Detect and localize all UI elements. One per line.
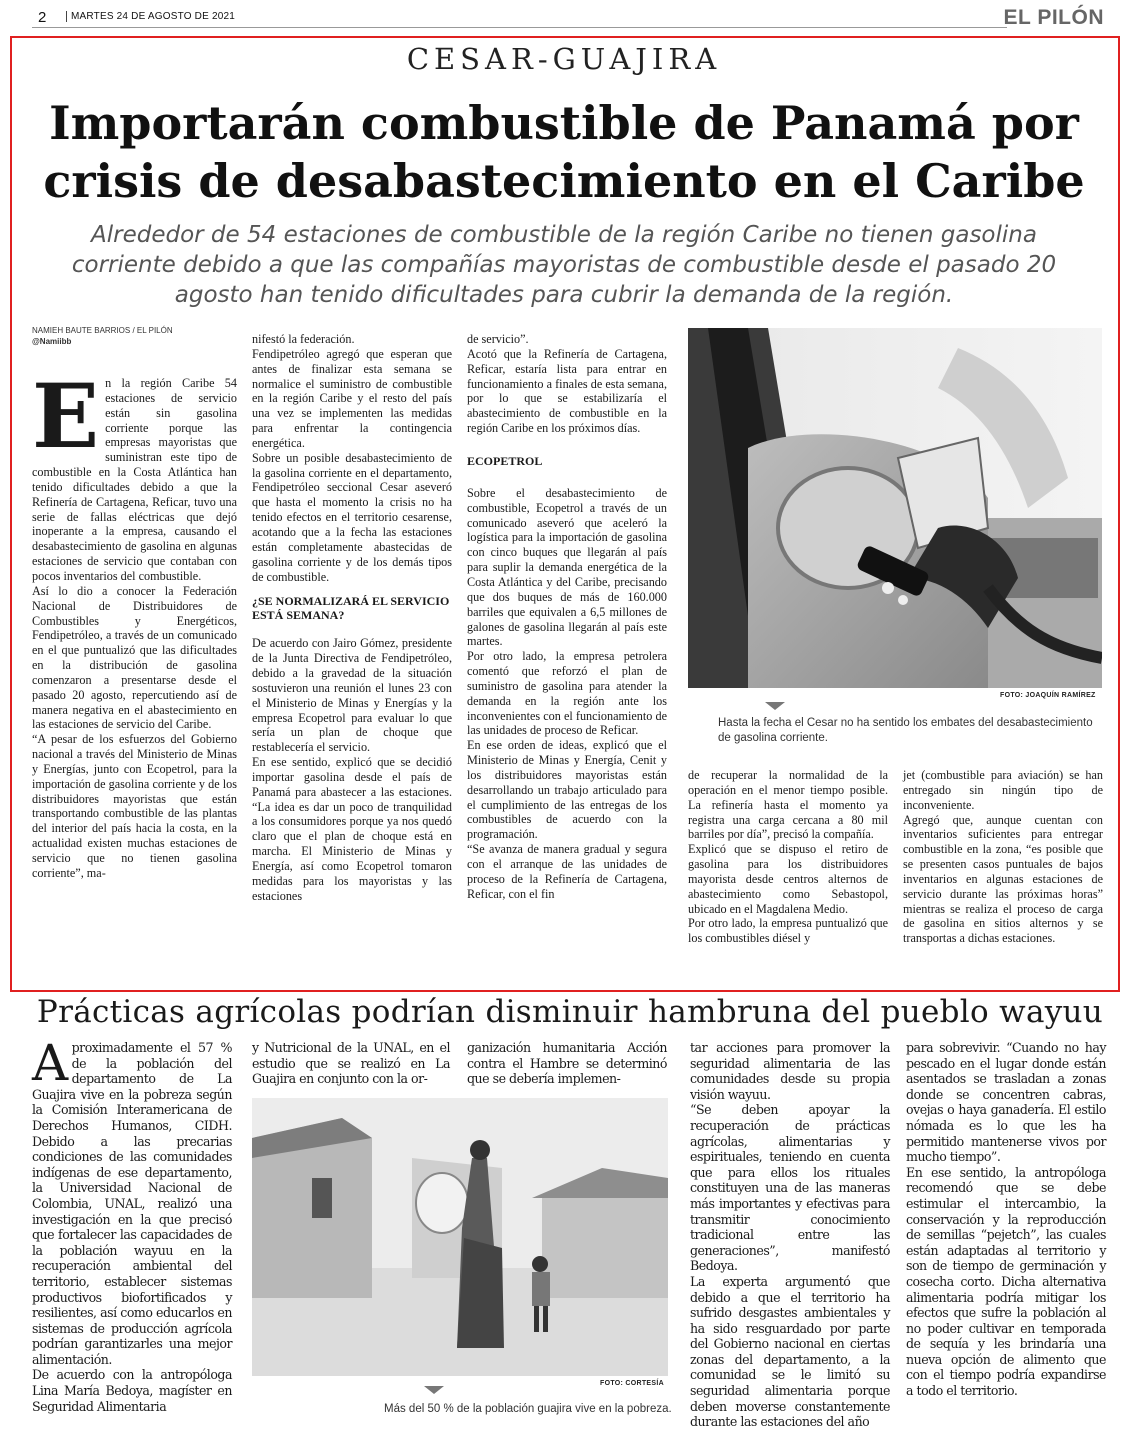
photo2-credit: FOTO: CORTESÍA	[600, 1380, 664, 1387]
subhead: ECOPETROL	[467, 453, 543, 468]
paragraph: ganización humanitaria Acción contra el Hambre se determinó que se debería implemen-	[467, 1040, 667, 1087]
paragraph: “A pesar de los esfuerzos del Gobierno nacional a través del Ministerio de Minas y Energías, junto con Ecopetrol, para la importación de gasolina corriente y de los distribuidores mayoristas que están transportando combustible de las plantas del interior del país hacia la costa, en la actualidad existen muchas estaciones de servicio que no tienen gasolina corriente”, ma-	[32, 732, 237, 880]
article2-column-5	[906, 1040, 1106, 1399]
paragraph: “Se deben apoyar la recuperación de prácticas agrícolas, alimentarias y espirituales, teniendo en cuenta que para ellos los rituales constituyen una de las maneras más importantes y efectivas para transmitir conocimiento tradicional entre las generaciones”, manifestó Bedoya.	[690, 1102, 890, 1274]
caption2-arrow-icon	[424, 1386, 444, 1394]
paragraph: de servicio”.	[467, 332, 529, 346]
fuel-pump-illustration	[688, 328, 1102, 688]
paragraph: nifestó la federación.	[252, 332, 355, 346]
paragraph: para sobrevivir. “Cuando no hay pescado en el lugar donde están asentados se trasladan a zonas donde se concentren cabras, ovejas o haya ganadería. El estilo nómada es lo que les ha permitido mantenerse vivos por mucho tiempo”.	[906, 1040, 1106, 1165]
photo2-caption: Más del 50 % de la población guajira vive en la pobreza.	[384, 1403, 672, 1415]
paragraph: jet (combustible para aviación) se han entregado sin ningún tipo de inconveniente.	[903, 768, 1103, 812]
header-rule	[32, 27, 1007, 28]
article-deck: Alrededor de 54 estaciones de combustible de la región Caribe no tienen gasolina corriente debido a que las compañías mayoristas de combustible desde el pasado 20 agosto han tenido dificultades para cubrir la demanda de la región.	[71, 222, 1057, 308]
paragraph: Por otro lado, la empresa puntualizó que los combustibles diésel y	[688, 916, 888, 946]
photo-credit: FOTO: JOAQUÍN RAMÍREZ	[1000, 692, 1096, 699]
paragraph: y Nutricional de la UNAL, en el estudio que se realizó en La Guajira en conjunto con la or-	[252, 1040, 450, 1087]
paragraph: Así lo dio a conocer la Federación Nacional de Distribuidores de Combustibles y Energéticos, Fendipetróleo, a través de un comunicado en el que puntualizó que las dificultades en la distribución de gasolina comenzaron a presentarse desde el pasado 20 agosto, repercutiendo así de manera negativa en el abastecimiento en las estaciones de servicio del Caribe.	[32, 583, 237, 732]
issue-date: MARTES 24 DE AGOSTO DE 2021	[66, 11, 235, 22]
photo-caption: Hasta la fecha el Cesar no ha sentido los embates del desabastecimiento de gasolina corriente.	[718, 717, 1093, 744]
paragraph: En ese sentido, explicó que se decidió importar gasolina desde el país de Panamá para abastecer a las estaciones. “La idea es dar un poco de tranquilidad a los consumidores porque ya nos quedó claro que el plan de choque está en marcha. El Ministerio de Minas y Energía, así como Ecopetrol tomaron medidas para los mayoristas y las estaciones	[252, 755, 452, 903]
paragraph: La experta argumentó que debido a que el territorio ha sufrido desgastes ambientales y ha sido resguardado por parte del Gobierno nacional en ciertas zonas del departamento, a la comunidad se le limitó su seguridad alimentaria porque deben moverse constantemente durante las estaciones del año	[690, 1273, 890, 1430]
section-label: CESAR-GUAJIRA	[406, 42, 722, 76]
paragraph: En la región Caribe 54 estaciones de servicio están sin gasolina corriente porque las empresas mayoristas que suministran este tipo de combustible en la Costa Atlántica han tenido dificultades debido a que la Refinería de Cartagena, Reficar, tuvo una serie de fallas eléctricas que dejó inoperante a la empresa, causando el desabastecimiento de gasolina en algunas estaciones de servicio que contaban con pocos inventarios del combustible.	[32, 364, 237, 583]
paragraph: de recuperar la normalidad de la operación en el menor tiempo posible. La refinería hasta el momento ya registra una carga cercana a 80 mil barriles por día”, precisó la compañía.	[688, 768, 888, 842]
paragraph: Acotó que la Refinería de Cartagena, Reficar, estaría lista para entrar en funcionamiento a finales de esta semana, por lo que se estabilizaría el abastecimiento de combustible en la región Caribe en los próximos días.	[467, 346, 667, 436]
paragraph: Explicó que se dispuso el retiro de gasolina para los distribuidores mayorista desde centros alternos de abastecimiento como Sebastopol, ubicado en el Magdalena Medio.	[688, 842, 888, 916]
byline	[32, 326, 237, 346]
byline-author: NAMIEH BAUTE BARRIOS / EL PILÓN	[32, 326, 173, 335]
fuel-pump-photo	[688, 328, 1102, 688]
article2-column-1	[32, 1034, 232, 1414]
article2-column-2	[252, 1040, 450, 1087]
drop-cap: A	[32, 1034, 68, 1092]
article-column-1	[32, 364, 237, 881]
paragraph: De acuerdo con la antropóloga Lina María Bedoya, magíster en Seguridad Alimentaria	[32, 1367, 232, 1414]
article-column-5	[903, 768, 1103, 946]
article-column-4	[688, 768, 888, 946]
subhead: ¿SE NORMALIZARÁ EL SERVICIO ESTÁ SEMANA?	[252, 594, 450, 623]
paragraph: En ese sentido, la antropóloga recomendó que se debe estimular el intercambio, la conservación y la reproducción de semillas “pejetch”, las cuales están adaptadas al territorio y son de tiempo de germinación y cosecha corto. Dicha alternativa alimentaria podría mitigar los efectos que sufre la población al no poder cultivar en temporada de sequía y les brindaría una nueva opción de alimento que con el tiempo podría expandirse a todo el territorio.	[906, 1164, 1106, 1399]
paragraph: Agregó que, aunque cuentan con inventarios suficientes para entregar combustible en la zona, “es posible que se presenten casos puntuales de bajos inventarios en algunas estaciones de servicio durante las próximas horas” mientras se realiza el proceso de carga de gasolina en sitios alternos y se transportas a dichas estaciones.	[903, 812, 1103, 946]
page-number: 2	[38, 9, 47, 26]
article-column-2	[252, 332, 452, 904]
newspaper-logo: EL PILÓN	[1003, 6, 1104, 29]
paragraph: En ese orden de ideas, explicó que el Ministerio de Minas y Energía, Cenit y los distribuidores mayoristas están desarrollando un trabajo articulado para el cumplimiento de las entregas de los combustibles de acuerdo con la programación.	[467, 738, 667, 842]
paragraph: De acuerdo con Jairo Gómez, presidente de la Junta Directiva de Fendipetróleo, debido a la gravedad de la situación sostuvieron una reunión el lunes 23 con el Ministerio de Minas y Energías y la empresa Ecopetrol para evaluar lo que sería un plan de choque que restablecería el servicio.	[252, 636, 452, 755]
paragraph: Fendipetróleo agregó que esperan que antes de finalizar esta semana se normalice el suministro de combustible en la región Caribe y el resto del país una vez se implementen las medidas para enfrentar la contingencia energética.	[252, 346, 452, 450]
article-headline: Importarán combustible de Panamá por crisis de desabastecimiento en el Caribe	[43, 96, 1085, 208]
drop-cap: E	[32, 364, 100, 468]
paragraph: tar acciones para promover la seguridad alimentaria de las comunidades desde su propia visión wayuu.	[690, 1040, 890, 1102]
article2-column-3	[467, 1040, 667, 1087]
byline-handle: @Namiibb	[32, 337, 72, 346]
wayuu-illustration	[252, 1098, 668, 1376]
caption-arrow-icon	[765, 702, 785, 710]
paragraph: Aproximadamente el 57 % de la población del departamento de La Guajira vive en la pobreza según la Comisión Interamericana de Derechos Humanos, CIDH. Debido a las precarias condiciones de las comunidades indígenas de ese departamento, la Universidad Nacional de Colombia, UNAL, realizó una investigación en la que precisó que fortalecer las capacidades de la población wayuu en la recuperación ambiental del territorio, establecer sistemas productivos biofortificados y resilientes, así como educarlos en sistemas de producción agrícola podrían garantizarles una mejor alimentación.	[32, 1034, 232, 1367]
paragraph: Por otro lado, la empresa petrolera comentó que reforzó el plan de suministro de gasolina para atender la demanda en la región ante los inconvenientes con el funcionamiento de las unidades de proceso de Reficar.	[467, 649, 667, 738]
wayuu-photo	[252, 1098, 668, 1376]
article-column-3	[467, 332, 667, 902]
page-header	[0, 0, 1128, 34]
paragraph: Sobre el desabastecimiento de combustible, Ecopetrol a través de un comunicado aseveró que aceleró la logística para la importación de gasolina con cinco buques que llegarán al país para suplir la demanda energética de la Costa Atlántica y del Caribe, precisando que dos buques de más de 160.000 barriles que equivalen a 6,5 millones de galones de gasolina llegarán al país este martes.	[467, 485, 667, 649]
article2-column-4	[690, 1040, 890, 1430]
paragraph: “Se avanza de manera gradual y segura con el arranque de las unidades de proceso de la Refinería de Cartagena, Reficar, con el fin	[467, 842, 667, 901]
article2-headline: Prácticas agrícolas podrían disminuir hambruna del pueblo wayuu	[36, 994, 1104, 1030]
paragraph: Sobre un posible desabastecimiento de la gasolina corriente en el departamento, Fendipetróleo seccional Cesar aseveró que hasta el momento la crisis no ha tenido efectos en el territorio cesarense, acotando que a la fecha las estaciones están completamente abastecidas de gasolina corriente y de los demás tipos de combustible.	[252, 450, 452, 584]
